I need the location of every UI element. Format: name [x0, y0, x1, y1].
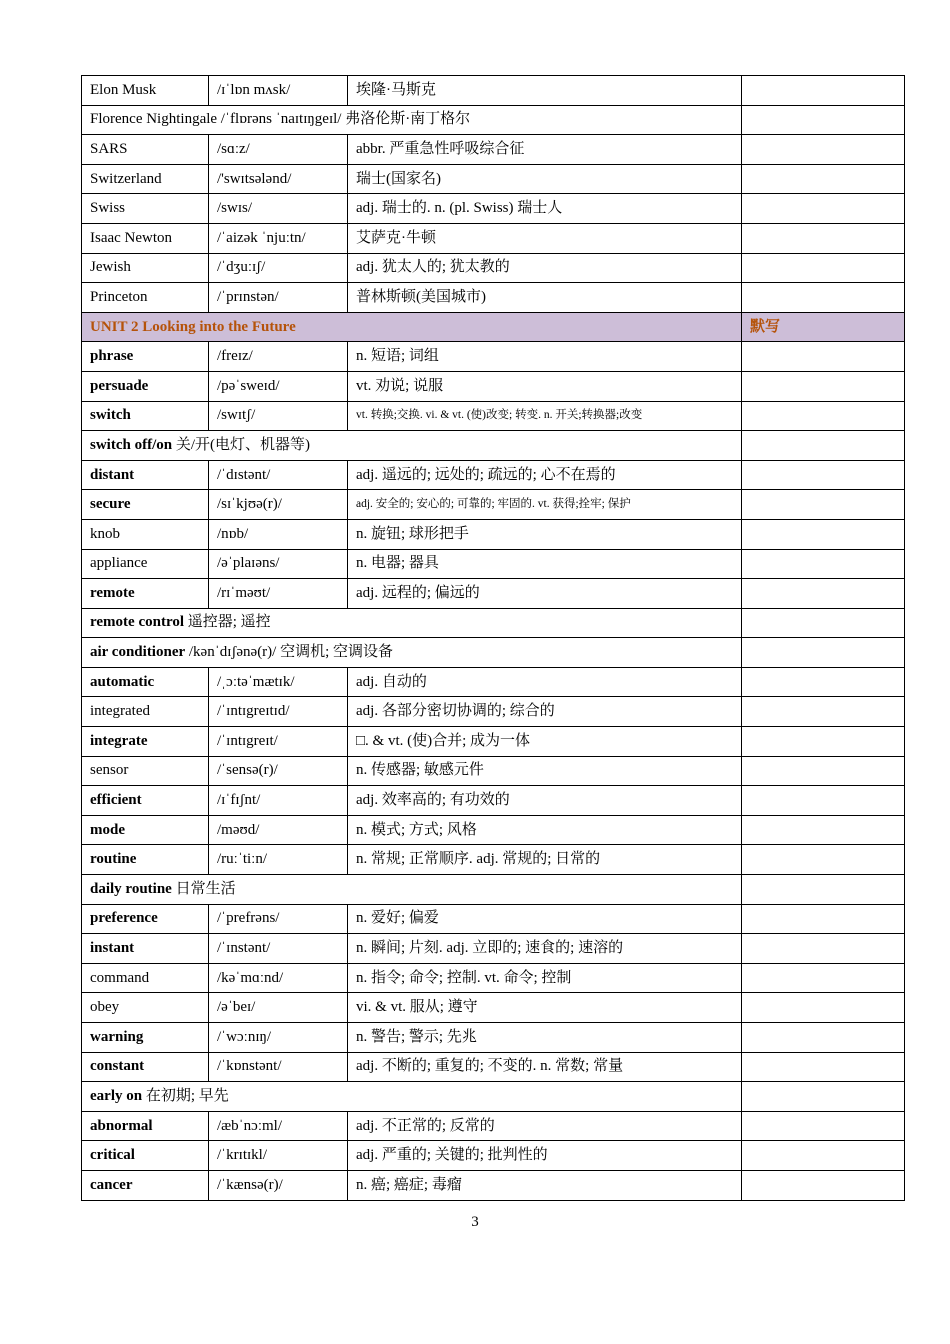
- phrase-meaning: 日常生活: [175, 880, 236, 897]
- vocab-phonetic: /swɪs/: [209, 194, 348, 224]
- vocab-row: [82, 519, 905, 549]
- vocab-row: [82, 194, 905, 224]
- vocab-word: Switzerland: [82, 164, 209, 194]
- vocab-word: instant: [82, 934, 209, 964]
- vocab-phonetic: /rɪˈməʊt/: [209, 579, 348, 609]
- vocab-row: [82, 993, 905, 1023]
- vocab-phonetic: /ɪˈfɪʃnt/: [209, 786, 348, 816]
- vocab-row: [82, 756, 905, 786]
- phrase-entry: [82, 431, 742, 461]
- vocab-row: [82, 786, 905, 816]
- vocab-meaning: adj. 安全的; 安心的; 可靠的; 牢固的. vt. 获得;拴牢; 保护: [348, 490, 742, 520]
- phrase-meaning: 关/开(电灯、机器等): [175, 436, 311, 453]
- vocab-meaning: adj. 犹太人的; 犹太教的: [348, 253, 742, 283]
- vocab-phonetic: /freɪz/: [209, 342, 348, 372]
- vocab-phonetic: /ˈprɪnstən/: [209, 283, 348, 313]
- dictation-cell: [742, 460, 905, 490]
- vocab-word: cancer: [82, 1170, 209, 1200]
- vocab-row: [82, 223, 905, 253]
- vocab-meaning: n. 常规; 正常顺序. adj. 常规的; 日常的: [348, 845, 742, 875]
- vocab-row: [82, 579, 905, 609]
- dictation-cell: [742, 253, 905, 283]
- vocab-word: automatic: [82, 667, 209, 697]
- dictation-cell: [742, 904, 905, 934]
- phrase-text: remote control: [90, 614, 184, 631]
- phrase-entry: [82, 1082, 742, 1112]
- vocab-phonetic: /sɑːz/: [209, 135, 348, 165]
- dictation-cell: [742, 1141, 905, 1171]
- vocab-phonetic: /ˈprefrəns/: [209, 904, 348, 934]
- vocab-row: [82, 490, 905, 520]
- vocab-row: [82, 401, 905, 431]
- vocab-word: constant: [82, 1052, 209, 1082]
- vocab-word: command: [82, 963, 209, 993]
- vocab-row: [82, 904, 905, 934]
- phrase-meaning: 遥控器; 遥控: [187, 614, 271, 631]
- phrase-entry: [82, 638, 742, 668]
- vocab-word: distant: [82, 460, 209, 490]
- vocab-phonetic: /ˈkɒnstənt/: [209, 1052, 348, 1082]
- vocab-row: [82, 1052, 905, 1082]
- dictation-cell: [742, 105, 905, 135]
- vocab-word: integrated: [82, 697, 209, 727]
- phrase-row: [82, 638, 905, 668]
- phrase-row: [82, 431, 905, 461]
- vocab-word: appliance: [82, 549, 209, 579]
- phrase-row: [82, 1082, 905, 1112]
- vocab-row: [82, 371, 905, 401]
- vocab-meaning: 瑞士(国家名): [348, 164, 742, 194]
- vocabulary-page: [81, 75, 870, 1201]
- vocab-word: Swiss: [82, 194, 209, 224]
- vocab-phonetic: /ruːˈtiːn/: [209, 845, 348, 875]
- vocab-meaning: adj. 自动的: [348, 667, 742, 697]
- vocab-word: integrate: [82, 727, 209, 757]
- dictation-header: 默写: [742, 312, 905, 342]
- phrase-entry: [82, 608, 742, 638]
- vocab-word: mode: [82, 815, 209, 845]
- vocab-meaning: vt. 劝说; 说服: [348, 371, 742, 401]
- dictation-cell: [742, 1023, 905, 1053]
- vocab-row: [82, 667, 905, 697]
- vocab-meaning: abbr. 严重急性呼吸综合征: [348, 135, 742, 165]
- vocab-meaning: adj. 各部分密切协调的; 综合的: [348, 697, 742, 727]
- vocab-phonetic: /ˌɔːtəˈmætɪk/: [209, 667, 348, 697]
- vocab-phonetic: /ˈdɪstənt/: [209, 460, 348, 490]
- page-number: 3: [471, 1214, 479, 1230]
- dictation-cell: [742, 1082, 905, 1112]
- dictation-cell: [742, 490, 905, 520]
- vocab-phonetic: /ˈɪntɪgreɪtɪd/: [209, 697, 348, 727]
- vocab-row: [82, 1141, 905, 1171]
- vocab-word: phrase: [82, 342, 209, 372]
- vocab-phonetic: /məʊd/: [209, 815, 348, 845]
- vocab-phonetic: /sɪˈkjʊə(r)/: [209, 490, 348, 520]
- vocab-meaning: vt. 转换;交换. vi. & vt. (使)改变; 转变. n. 开关;转换器;改变: [348, 401, 742, 431]
- vocab-word: switch: [82, 401, 209, 431]
- vocab-meaning: n. 癌; 癌症; 毒瘤: [348, 1170, 742, 1200]
- dictation-cell: [742, 815, 905, 845]
- vocab-phonetic: /ˈɪntɪgreɪt/: [209, 727, 348, 757]
- vocab-row: [82, 697, 905, 727]
- dictation-cell: [742, 401, 905, 431]
- vocab-row: [82, 549, 905, 579]
- vocab-meaning: adj. 遥远的; 远处的; 疏远的; 心不在焉的: [348, 460, 742, 490]
- vocab-row: [82, 76, 905, 106]
- vocab-phonetic: /ˈɪnstənt/: [209, 934, 348, 964]
- dictation-cell: [742, 342, 905, 372]
- vocab-row: [82, 934, 905, 964]
- dictation-cell: [742, 371, 905, 401]
- vocab-meaning: n. 旋钮; 球形把手: [348, 519, 742, 549]
- vocab-word: SARS: [82, 135, 209, 165]
- vocab-row: [82, 845, 905, 875]
- dictation-cell: [742, 519, 905, 549]
- dictation-cell: [742, 786, 905, 816]
- vocab-row: [82, 135, 905, 165]
- vocab-meaning: adj. 不正常的; 反常的: [348, 1111, 742, 1141]
- vocab-meaning: n. 瞬间; 片刻. adj. 立即的; 速食的; 速溶的: [348, 934, 742, 964]
- vocab-phonetic: /ˈaizək ˈnjuːtn/: [209, 223, 348, 253]
- dictation-cell: [742, 549, 905, 579]
- vocab-row: [82, 963, 905, 993]
- dictation-cell: [742, 1052, 905, 1082]
- vocab-word: knob: [82, 519, 209, 549]
- vocab-meaning: □. & vt. (使)合并; 成为一体: [348, 727, 742, 757]
- unit-title: UNIT 2 Looking into the Future: [82, 312, 742, 342]
- vocab-phonetic: /ˈdʒuːɪʃ/: [209, 253, 348, 283]
- vocab-word: preference: [82, 904, 209, 934]
- vocab-meaning: 艾萨克·牛顿: [348, 223, 742, 253]
- vocab-word: efficient: [82, 786, 209, 816]
- vocab-row: [82, 342, 905, 372]
- vocab-phonetic: /əˈbeɪ/: [209, 993, 348, 1023]
- dictation-cell: [742, 638, 905, 668]
- dictation-cell: [742, 1111, 905, 1141]
- vocab-meaning: vi. & vt. 服从; 遵守: [348, 993, 742, 1023]
- phrase-row: [82, 608, 905, 638]
- vocab-word: remote: [82, 579, 209, 609]
- vocab-word: persuade: [82, 371, 209, 401]
- dictation-cell: [742, 608, 905, 638]
- vocab-row: [82, 253, 905, 283]
- vocab-phonetic: /'swɪtsələnd/: [209, 164, 348, 194]
- vocab-phonetic: /pəˈsweɪd/: [209, 371, 348, 401]
- phrase-meaning: 在初期; 早先: [145, 1087, 229, 1104]
- vocab-word: Princeton: [82, 283, 209, 313]
- dictation-cell: [742, 283, 905, 313]
- phrase-entry: [82, 875, 742, 905]
- vocab-word: obey: [82, 993, 209, 1023]
- phrase-meaning: /kənˈdɪʃənə(r)/ 空调机; 空调设备: [188, 644, 394, 661]
- dictation-cell: [742, 697, 905, 727]
- dictation-cell: [742, 875, 905, 905]
- phrase-text: air conditioner: [90, 644, 186, 661]
- vocab-phonetic: /nɒb/: [209, 519, 348, 549]
- vocab-meaning: n. 传感器; 敏感元件: [348, 756, 742, 786]
- vocab-meaning: n. 模式; 方式; 风格: [348, 815, 742, 845]
- dictation-cell: [742, 223, 905, 253]
- vocab-row: [82, 815, 905, 845]
- vocab-word: warning: [82, 1023, 209, 1053]
- dictation-cell: [742, 845, 905, 875]
- vocab-phonetic: /kəˈmɑːnd/: [209, 963, 348, 993]
- vocab-row: [82, 283, 905, 313]
- dictation-cell: [742, 993, 905, 1023]
- vocab-word: sensor: [82, 756, 209, 786]
- vocab-phonetic: /ɪˈlɒn mʌsk/: [209, 76, 348, 106]
- dictation-cell: [742, 934, 905, 964]
- vocab-meaning: n. 短语; 词组: [348, 342, 742, 372]
- dictation-cell: [742, 756, 905, 786]
- vocab-word: critical: [82, 1141, 209, 1171]
- phrase-row: [82, 875, 905, 905]
- vocab-word: Jewish: [82, 253, 209, 283]
- dictation-cell: [742, 431, 905, 461]
- vocab-meaning: adj. 效率高的; 有功效的: [348, 786, 742, 816]
- vocab-row: [82, 1170, 905, 1200]
- vocab-row: [82, 105, 905, 135]
- vocabulary-table: [81, 75, 905, 1201]
- dictation-cell: [742, 667, 905, 697]
- vocab-word: routine: [82, 845, 209, 875]
- vocab-phonetic: /swɪtʃ/: [209, 401, 348, 431]
- dictation-cell: [742, 1170, 905, 1200]
- vocab-row: [82, 164, 905, 194]
- dictation-cell: [742, 76, 905, 106]
- phrase-text: early on: [90, 1087, 143, 1104]
- vocab-phonetic: /ˈsensə(r)/: [209, 756, 348, 786]
- dictation-cell: [742, 135, 905, 165]
- dictation-cell: [742, 194, 905, 224]
- vocab-meaning: adj. 不断的; 重复的; 不变的. n. 常数; 常量: [348, 1052, 742, 1082]
- vocab-phonetic: /əˈplaɪəns/: [209, 549, 348, 579]
- vocab-phonetic: /æbˈnɔːml/: [209, 1111, 348, 1141]
- vocab-phonetic: /ˈkænsə(r)/: [209, 1170, 348, 1200]
- vocab-meaning: adj. 远程的; 偏远的: [348, 579, 742, 609]
- dictation-cell: [742, 963, 905, 993]
- vocab-row: [82, 460, 905, 490]
- vocab-meaning: 埃隆·马斯克: [348, 76, 742, 106]
- vocab-row: [82, 1111, 905, 1141]
- vocab-meaning: adj. 瑞士的. n. (pl. Swiss) 瑞士人: [348, 194, 742, 224]
- dictation-cell: [742, 727, 905, 757]
- vocab-word: Elon Musk: [82, 76, 209, 106]
- vocab-phonetic: /ˈwɔːnɪŋ/: [209, 1023, 348, 1053]
- vocab-row: [82, 727, 905, 757]
- dictation-cell: [742, 579, 905, 609]
- vocab-meaning: n. 警告; 警示; 先兆: [348, 1023, 742, 1053]
- unit-header-row: [82, 312, 905, 342]
- vocab-meaning: 普林斯顿(美国城市): [348, 283, 742, 313]
- vocab-meaning: n. 指令; 命令; 控制. vt. 命令; 控制: [348, 963, 742, 993]
- dictation-cell: [742, 164, 905, 194]
- phrase-text: switch off/on: [90, 436, 173, 453]
- vocab-meaning: n. 爱好; 偏爱: [348, 904, 742, 934]
- vocab-meaning: adj. 严重的; 关键的; 批判性的: [348, 1141, 742, 1171]
- vocab-entry: Florence Nightingale /ˈflɒrəns ˈnaɪtɪŋgeɪl/ 弗洛伦斯·南丁格尔: [82, 105, 742, 135]
- vocab-row: [82, 1023, 905, 1053]
- vocab-word: Isaac Newton: [82, 223, 209, 253]
- vocab-phonetic: /ˈkrɪtɪkl/: [209, 1141, 348, 1171]
- vocab-word: abnormal: [82, 1111, 209, 1141]
- vocab-word: secure: [82, 490, 209, 520]
- vocab-meaning: n. 电器; 器具: [348, 549, 742, 579]
- phrase-text: daily routine: [90, 880, 172, 897]
